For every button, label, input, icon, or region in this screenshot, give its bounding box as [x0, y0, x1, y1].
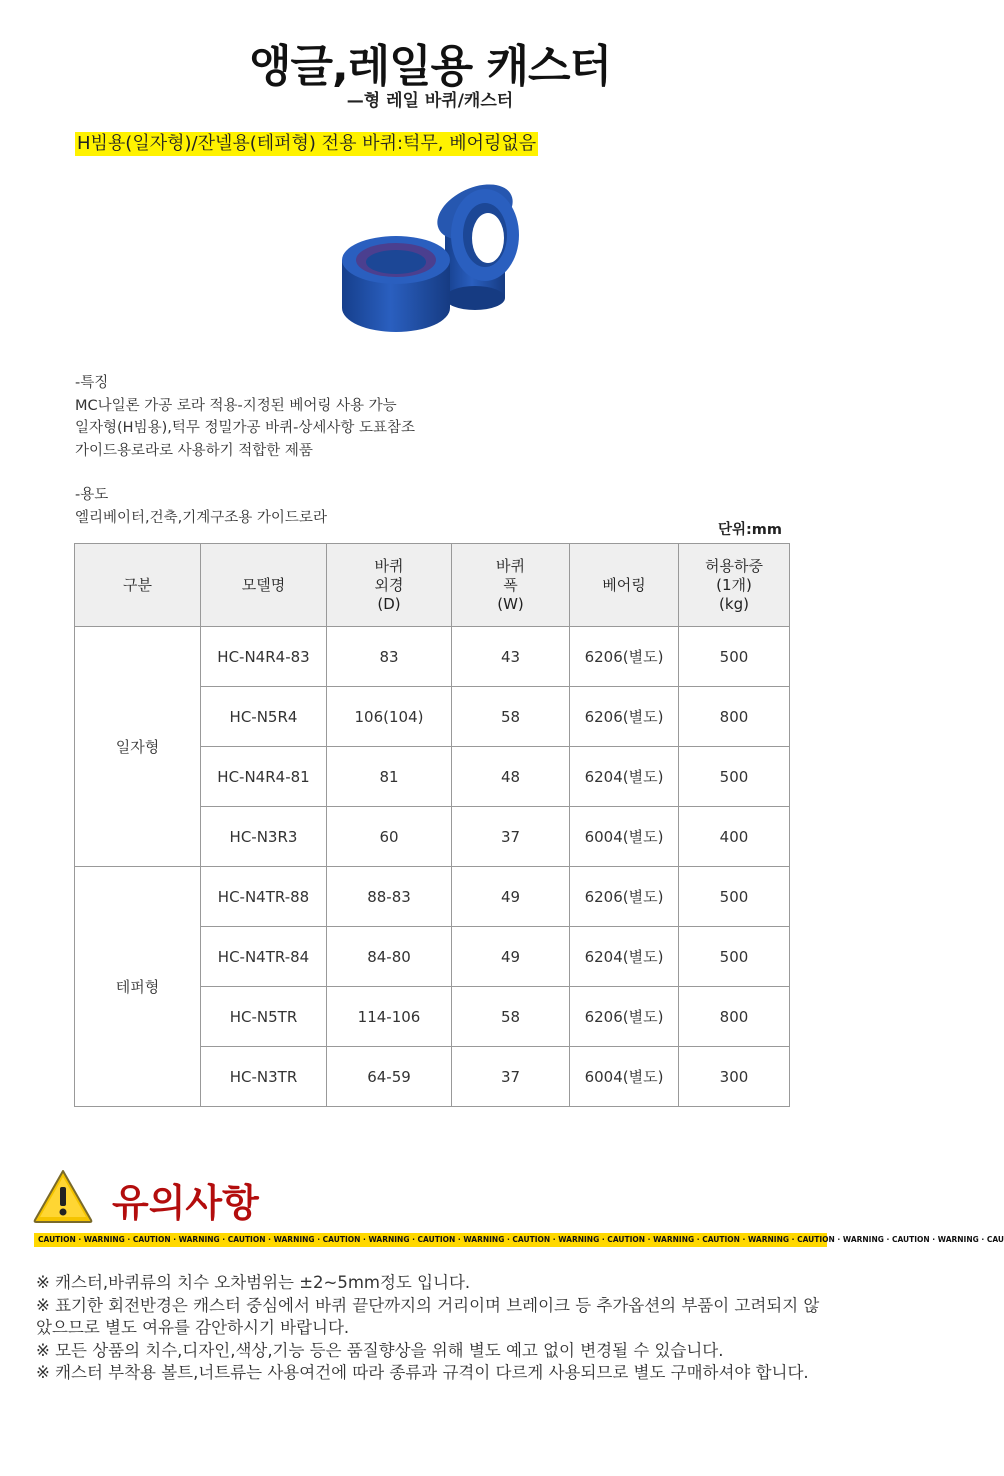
cell-load: 500	[679, 927, 790, 987]
usage-heading: -용도	[75, 487, 109, 503]
cell-diameter: 64-59	[327, 1047, 452, 1107]
caution-tape: CAUTION · WARNING · CAUTION · WARNING · CAUTION · WARNING · CAUTION · WARNING · CAUTION · WARNING · CAUTION · WARNING · CAUTION · WARNING · CAUTION · WARNING · CAUTION · WARNING · CAUTION · WARNING · CAU	[34, 1233, 827, 1247]
cell-load: 500	[679, 627, 790, 687]
note-item: ※ 캐스터,바퀴류의 치수 오차범위는 ±2~5mm정도 입니다.	[36, 1273, 471, 1292]
cell-width: 37	[452, 1047, 570, 1107]
cell-model: HC-N4TR-84	[201, 927, 327, 987]
feature-line: 일자형(H빔용),턱무 정밀가공 바퀴-상세사항 도표참조	[75, 420, 416, 436]
table-row	[75, 867, 790, 927]
cell-diameter: 60	[327, 807, 452, 867]
notes-section	[36, 1272, 821, 1385]
header-width: 바퀴 폭 (W)	[452, 544, 570, 627]
header-model: 모델명	[201, 544, 327, 627]
cell-bearing: 6004(별도)	[570, 1047, 679, 1107]
cell-width: 43	[452, 627, 570, 687]
caution-header	[32, 1168, 832, 1228]
cell-model: HC-N4R4-81	[201, 747, 327, 807]
cell-bearing: 6206(별도)	[570, 687, 679, 747]
warning-triangle-icon	[32, 1168, 94, 1224]
product-image	[270, 180, 590, 360]
cell-load: 500	[679, 867, 790, 927]
note-item: ※ 표기한 회전반경은 캐스터 중심에서 바퀴 끝단까지의 거리이며 브레이크 등 추가옵션의 부품이 고려되지 않았으므로 별도 여유를 감안하시기 바랍니다.	[36, 1295, 820, 1337]
cell-bearing: 6204(별도)	[570, 927, 679, 987]
cell-diameter: 88-83	[327, 867, 452, 927]
cell-model: HC-N4TR-88	[201, 867, 327, 927]
cell-load: 400	[679, 807, 790, 867]
cell-model: HC-N5TR	[201, 987, 327, 1047]
cell-load: 800	[679, 987, 790, 1047]
spec-table	[74, 543, 790, 1107]
cell-diameter: 84-80	[327, 927, 452, 987]
cell-bearing: 6204(별도)	[570, 747, 679, 807]
cell-model: HC-N5R4	[201, 687, 327, 747]
cell-model: HC-N4R4-83	[201, 627, 327, 687]
page-subtitle: —형 레일 바퀴/캐스터	[346, 91, 514, 111]
cell-load: 300	[679, 1047, 790, 1107]
cell-model: HC-N3R3	[201, 807, 327, 867]
header-bearing: 베어링	[570, 544, 679, 627]
feature-line: 가이드용로라로 사용하기 적합한 제품	[75, 442, 313, 459]
features-section	[75, 372, 415, 529]
wheel-front	[342, 236, 450, 332]
cell-width: 48	[452, 747, 570, 807]
highlight-banner: H빔용(일자형)/잔넬용(테퍼형) 전용 바퀴:턱무, 베어링없음	[77, 133, 537, 154]
cell-bearing: 6206(별도)	[570, 867, 679, 927]
unit-label: 단위:mm	[717, 522, 782, 538]
cell-width: 58	[452, 687, 570, 747]
cell-load: 800	[679, 687, 790, 747]
table-header-row	[75, 544, 790, 627]
caution-title: 유의사항	[112, 1181, 259, 1225]
header-load: 허용하중 (1개) (kg)	[679, 544, 790, 627]
cell-width: 58	[452, 987, 570, 1047]
group-label: 테퍼형	[75, 867, 201, 1107]
cell-diameter: 114-106	[327, 987, 452, 1047]
group-label: 일자형	[75, 627, 201, 867]
feature-heading: -특징	[75, 375, 109, 391]
cell-diameter: 83	[327, 627, 452, 687]
usage-line: 엘리베이터,건축,기계구조용 가이드로라	[75, 509, 327, 526]
header-diameter: 바퀴 외경 (D)	[327, 544, 452, 627]
cell-width: 37	[452, 807, 570, 867]
cell-bearing: 6206(별도)	[570, 627, 679, 687]
cell-diameter: 106(104)	[327, 687, 452, 747]
cell-diameter: 81	[327, 747, 452, 807]
note-item: ※ 캐스터 부착용 볼트,너트류는 사용여건에 따라 종류과 규격이 다르게 사용되므로 별도 구매하셔야 합니다.	[36, 1363, 809, 1382]
cell-load: 500	[679, 747, 790, 807]
header-category: 구분	[75, 544, 201, 627]
note-item: ※ 모든 상품의 치수,디자인,색상,기능 등은 품질향상을 위해 별도 예고 없이 변경될 수 있습니다.	[36, 1340, 724, 1360]
cell-bearing: 6206(별도)	[570, 987, 679, 1047]
page-title: 앵글,레일용 캐스터	[248, 41, 612, 92]
cell-bearing: 6004(별도)	[570, 807, 679, 867]
feature-line: MC나일론 가공 로라 적용-지정된 베어링 사용 가능	[75, 397, 397, 414]
cell-width: 49	[452, 867, 570, 927]
cell-width: 49	[452, 927, 570, 987]
table-row	[75, 627, 790, 687]
cell-model: HC-N3TR	[201, 1047, 327, 1107]
